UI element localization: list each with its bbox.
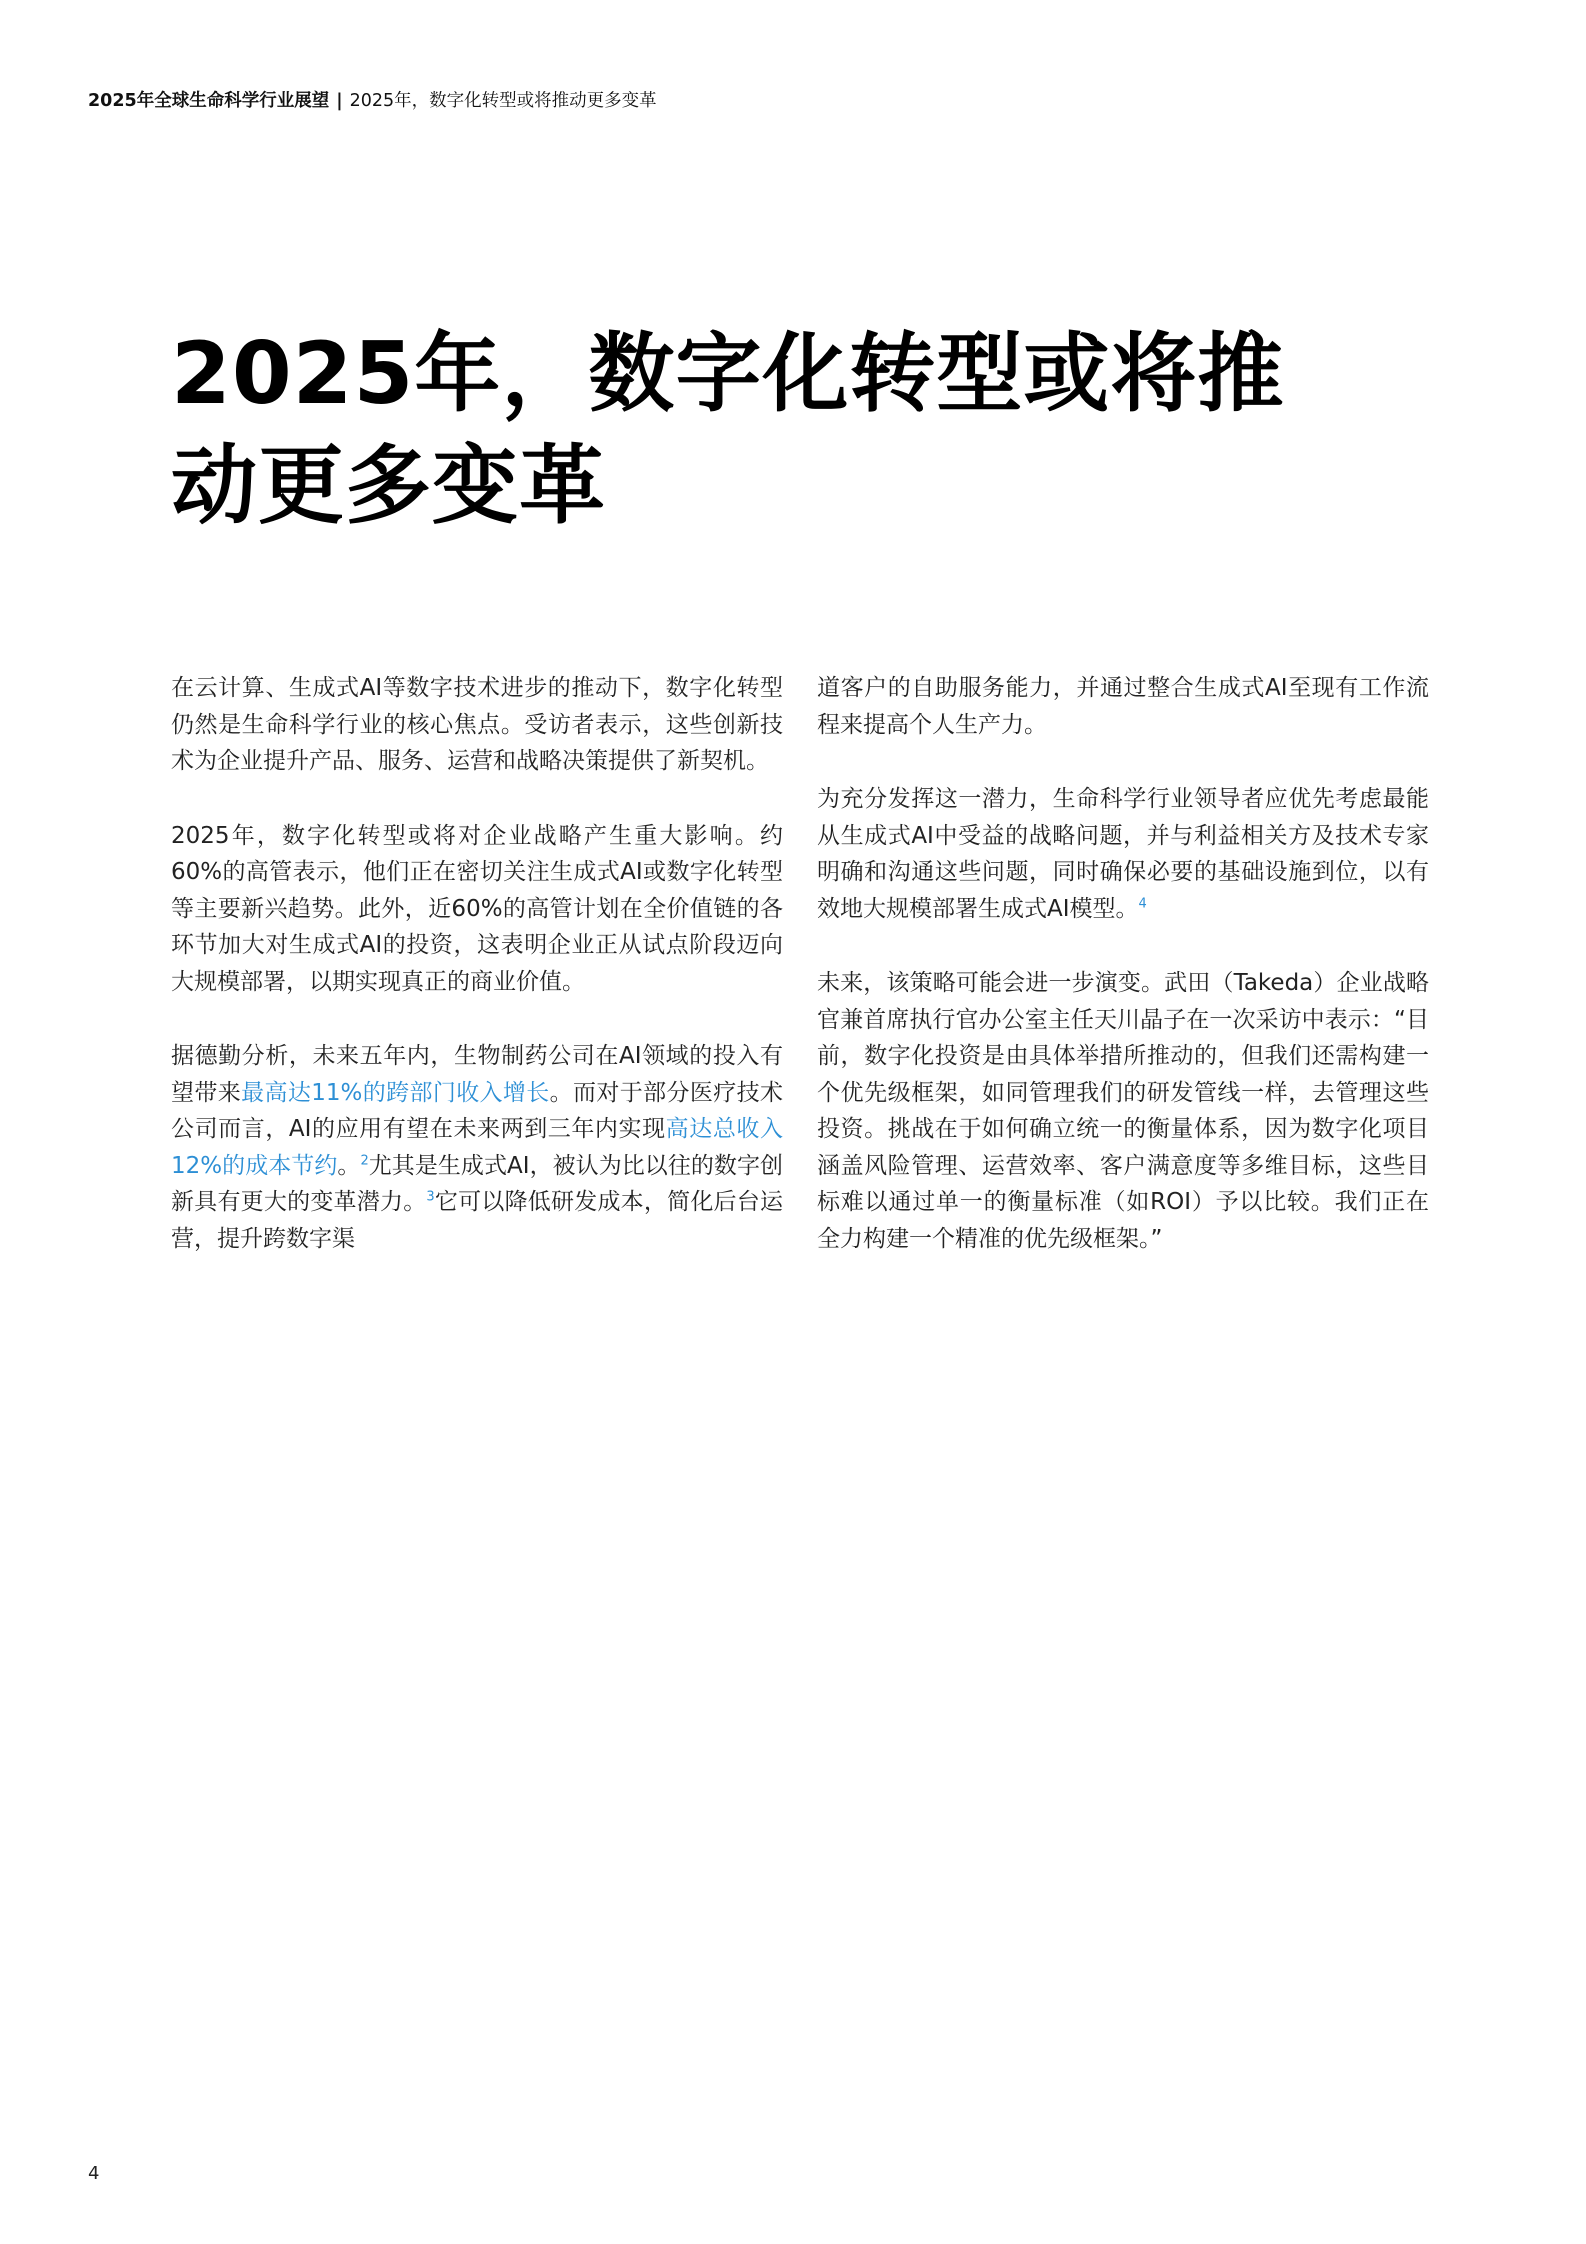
footnote-ref-3[interactable]: 3 — [426, 1189, 435, 1205]
section-title: 2025年，数字化转型或将推动更多变革 — [349, 91, 657, 111]
report-title: 2025年全球生命科学行业展望 — [88, 91, 330, 111]
page-title-line2: 动更多变革 — [171, 436, 606, 536]
left-column — [171, 670, 783, 1295]
right-column — [817, 670, 1429, 1295]
page-number: 4 — [88, 2163, 100, 2184]
text-segment: 据德勤分析，未来五年内，生物制药公司在AI领域的投入有望带来 — [171, 1043, 783, 1106]
paragraph-takeda-quote: 未来，该策略可能会进一步演变。武田（Takeda）企业战略官兼首席执行官办公室主任天川晶子在一次采访中表示：“目前，数字化投资是由具体举措所推动的，但我们还需构建一个优先级框架，如同管理我们的研发管线一样，去管理这些投资。挑战在于如何确立统一的衡量体系，因为数字化项目涵盖风险管理、运营效率、客户满意度等多维目标，这些目标难以通过单一的衡量标准（如ROI）予以比较。我们正在全力构建一个精准的优先级框架。” — [817, 970, 1429, 1252]
cost-saving-link[interactable]: 高达总收入12%的成本节约 — [171, 1116, 783, 1179]
paragraph-strategy-impact: 2025年，数字化转型或将对企业战略产生重大影响。约60%的高管表示，他们正在密切关注生成式AI或数字化转型等主要新兴趋势。此外，近60%的高管计划在全价值链的各环节加大对生成式AI的投资，这表明企业正从试点阶段迈向大规模部署，以期实现真正的商业价值。 — [171, 822, 783, 995]
paragraph-intro: 在云计算、生成式AI等数字技术进步的推动下，数字化转型仍然是生命科学行业的核心焦点。受访者表示，这些创新技术为企业提升产品、服务、运营和战略决策提供了新契机。 — [171, 675, 783, 774]
revenue-growth-link[interactable]: 最高达11%的跨部门收入增长 — [241, 1079, 550, 1106]
text-segment: 为充分发挥这一潜力，生命科学行业领导者应优先考虑最能从生成式AI中受益的战略问题，并与利益相关方及技术专家明确和沟通这些问题，同时确保必要的基础设施到位，以有效地大规模部署生成式AI模型。 — [817, 786, 1429, 922]
text-segment: 。而对于部分医疗技术公司而言，AI的应用有望在未来两到三年内实现 — [171, 1079, 784, 1142]
footnote-ref-4[interactable]: 4 — [1138, 895, 1147, 911]
page-title — [171, 318, 1421, 542]
page-title-line1: 2025年，数字化转型或将推 — [171, 324, 1285, 424]
text-segment: 它可以降低研发成本，简化后台运营，提升跨数字渠 — [171, 1189, 784, 1252]
running-header — [88, 89, 657, 113]
footnote-ref-2[interactable]: 2 — [360, 1152, 369, 1168]
paragraph-continuation: 道客户的自助服务能力，并通过整合生成式AI至现有工作流程来提高个人生产力。 — [817, 675, 1429, 738]
text-segment: 。 — [337, 1152, 361, 1179]
paragraph-potential — [817, 781, 1429, 927]
header-separator: | — [336, 91, 343, 111]
paragraph-deloitte-analysis — [171, 1038, 783, 1257]
text-segment: 尤其是生成式AI，被认为比以往的数字创新具有更大的变革潜力。 — [171, 1152, 784, 1215]
